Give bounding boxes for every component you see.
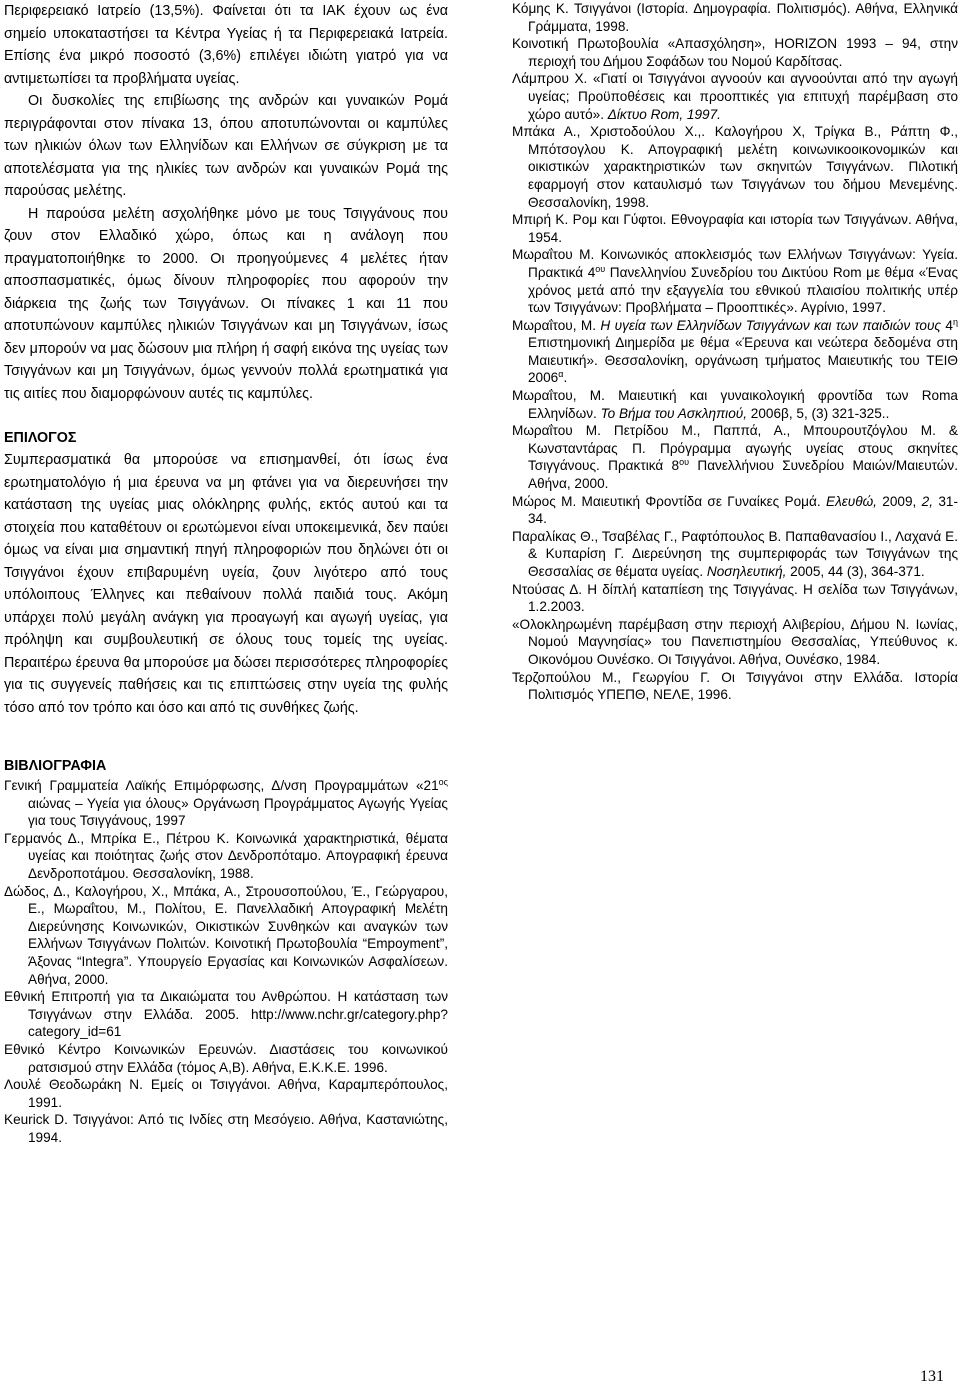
reference-item: Λάμπρου Χ. «Γιατί οι Τσιγγάνοι αγνοούν και αγνοούνται από την αγωγή υγείας; Προϋποθέσεις και προοπτικές για επιτυχή παρέμβαση στο χώρο αυτό». Δίκτυο Rom, 1997. — [512, 71, 958, 122]
paragraph-health-services: Περιφερειακό Ιατρείο (13,5%). Φαίνεται ότι τα ΙΑΚ έχουν ως ένα σημείο υποκαταστήσει τα Κέντρα Υγείας ή τα Περιφερειακά Ιατρεία. Επίσης ένα μικρό ποσοστό (3,6%) επιλέγει ιδιώτη γιατρό για να αντιμετωπίσει τα προβλήματα υγείας. — [4, 3, 448, 87]
reference-item: Γερμανός Δ., Μπρίκα Ε., Πέτρου Κ. Κοινωνικά χαρακτηριστικά, θέματα υγείας και ποιότητας ζωής στον Δενδροπόταμο. Απογραφική έρευνα Δενδροποτάμου. Θεσσαλονίκη, 1988. — [4, 830, 448, 881]
reference-item: Μωραΐτου Μ. Πετρίδου Μ., Παππά, Α., Μπουρουτζόγλου Μ. & Κωνσταντάρας Π. Πρόγραμμα αγωγής υγείας στους σκηνίτες Τσιγγάνους. Πρακτικά $8^{o\upsilon}$ Πανελλήνιου Συνεδρίου Μαιών/Μαιευτών. Αθήνα, 2000. — [512, 423, 958, 492]
reference-item: Τερζοπούλου Μ., Γεωργίου Γ. Οι Τσιγγάνοι στην Ελλάδα. Ιστορία Πολιτισμός ΥΠΕΠΘ, ΝΕΛΕ, 1996. — [512, 669, 958, 703]
reference-item: Δώδος, Δ., Καλογήρου, Χ., Μπάκα, Α., Στρουσοπούλου, Έ., Γεώργαρου, Ε., Μωραΐτου, Μ., Πολίτου, Ε. Πανελλαδική Απογραφική Μελέτη Διερεύνησης Κοινωνικών, Οικιστικών Συνθηκών και αναγκών των Ελλήνων Τσιγγάνων Πολιτών. Κοινοτική Πρωτοβουλία “Empoyment”, Άξονας “Integra”. Υπουργείο Εργασίας και Κοινωνικών Ασφαλίσεων. Αθήνα, 2000. — [4, 883, 448, 987]
reference-item: Μωραΐτου Μ. Κοινωνικός αποκλεισμός των Ελλήνων Τσιγγάνων: Υγεία. Πρακτικά $4^{o\upsilon}$ Πανελληνίου Συνεδρίου του Δικτύου Rom με θέμα «Ένας χρόνος μετά από την εξαγγελία του εθνικού πλαισίου πολιτικής υπέρ των Τσιγγάνων: Προβλήματα – Προοπτικές». Αγρίνιο, 1997. — [512, 247, 958, 316]
reference-item: Μώρος Μ. Μαιευτική Φροντίδα σε Γυναίκες Ρομά. Ελευθώ, 2009, 2, 31-34. — [512, 493, 958, 527]
heading-epilogos: ΕΠΙΛΟΓΟΣ — [4, 430, 77, 446]
reference-item: Εθνικό Κέντρο Κοινωνικών Ερευνών. Διαστάσεις του κοινωνικού ρατσισμού στην Ελλάδα (τόμος Α,Β). Αθήνα, Ε.Κ.Κ.Ε. 1996. — [4, 1041, 448, 1075]
heading-bibliography: ΒΙΒΛΙΟΓΡΑΦΙΑ — [4, 758, 107, 774]
reference-item: Κόμης Κ. Τσιγγάνοι (Ιστορία. Δημογραφία. Πολιτισμός). Αθήνα, Ελληνικά Γράμματα, 1998. — [512, 1, 958, 34]
page-number: 131 — [920, 1368, 944, 1385]
reference-item: Κοινοτική Πρωτοβουλία «Απασχόληση», HORIZON 1993 – 94, στην περιοχή του Δήμου Σοφάδων του Νομού Καρδίτσας. — [512, 36, 958, 69]
reference-item: Λουλέ Θεοδωράκη Ν. Εμείς οι Τσιγγάνοι. Αθήνα, Καραμπερόπουλος, 1991. — [4, 1077, 448, 1110]
reference-item: Μωραΐτου, Μ. Μαιευτική και γυναικολογική φροντίδα των Roma Ελληνίδων. Το Βήμα του Ασκληπιού, 2006β, 5, (3) 321-325.. — [512, 388, 958, 421]
reference-item: Μπάκα Α., Χριστοδούλου Χ.,. Καλογήρου Χ, Τρίγκα Β., Ράπτη Φ., Μπότσογλου Κ. Απογραφική μελέτη κοινωνικοοικονομικών και οικιστικών χαρακτηριστικών των σκηνιτών Τσιγγάνων. Πιλοτική εφαρμογή στον καταυλισμό των Τσιγγάνων του δήμου Μενεμένης. Θεσσαλονίκη, 1998. — [512, 124, 958, 210]
reference-item: Γενική Γραμματεία Λαϊκής Επιμόρφωσης, Δ/νση Προγραμμάτων «$21^{o\varsigma}$ αιώνας – Υγεία για όλους» Οργάνωση Προγράμματος Αγωγής Υγείας για τους Τσιγγάνους, 1997 — [4, 777, 448, 829]
reference-item: Εθνική Επιτροπή για τα Δικαιώματα του Ανθρώπου. Η κατάσταση των Τσιγγάνων στην Ελλάδα. 2005. http://www.nchr.gr/category.php?category_id=61 — [4, 989, 448, 1040]
left-column — [4, 0, 448, 1146]
reference-item: Μπιρή Κ. Ρομ και Γύφτοι. Εθνογραφία και ιστορία των Τσιγγάνων. Αθήνα, 1954. — [512, 212, 958, 245]
right-column — [512, 0, 958, 704]
reference-item: «Ολοκληρωμένη παρέμβαση στην περιοχή Αλιβερίου, Δήμου Ν. Ιωνίας, Νομού Μαγνησίας» του Πανεπιστημίου Θεσσαλίας, Υπεύθυνος κ. Οικονόμου Ουνέσκο. Οι Τσιγγάνοι. Αθήνα, Ουνέσκο, 1984. — [512, 616, 958, 667]
reference-item: Παραλίκας Θ., Τσαβέλας Γ., Ραφτόπουλος Β. Παπαθανασίου Ι., Λαχανά Ε. & Κυπαρίση Γ. Διερεύνηση της συμπεριφοράς των Τσιγγάνων της Θεσσαλίας σε θέματα υγείας. Νοσηλευτική, 2005, 44 (3), 364-371. — [512, 528, 958, 579]
paragraph-survival: Οι δυσκολίες της επιβίωσης της ανδρών και γυναικών Ρομά περιγράφονται στον πίνακα 13, όπου αποτυπώνονται οι καμπύλες των ηλικιών όλων των Ελληνίδων και Ελλήνων σε σύγκριση με τα αποτελέσματα για της ηλικίες των ανδρών και γυναικών Ρομά της παρούσας μελέτης. — [4, 93, 448, 199]
paragraph-conclusion: Συμπερασματικά θα μπορούσε να επισημανθεί, ότι ίσως ένα ερωτηματολόγιο ή μια έρευνα να μη φτάνει για να διερευνήσει την κατάσταση της υγείας μιας ολόκληρης φυλής, εκτός αυτού και τα στοιχεία που καταθέτουν οι ερωτώμενοι είναι υποκειμενικά, δεν παύει όμως να είναι μια σημαντική πηγή πληροφοριών που δηλώνει ότι οι Τσιγγάνοι έχουν επιβαρυμένη υγεία, ζουν λιγότερο από τους υπόλοιπους Έλληνες και πεθαίνουν πολλά παιδιά τους. Ακόμη υπάρχει πολύ μεγάλη ανάγκη για προαγωγή και αγωγή υγείας, για πρόληψη και συμβουλευτική σε όλους τους τομείς της υγείας. Περαιτέρω έρευνα θα μπορούσε μα δώσει περισσότερες πληροφορίες για τις συγγενείς παθήσεις και τις επιπτώσεις στην υγεία της φυλής τόσο από τον τρόπο και όσο και από τις συνθήκες ζωής. — [4, 452, 448, 716]
reference-item: Μωραΐτου, Μ. Η υγεία των Ελληνίδων Τσιγγάνων και των παιδιών τους $4^\eta$ Επιστημονική Διημερίδα με θέμα «Έρευνα και νεώτερα δεδομένα στη Μαιευτική». Θεσσαλονίκη, οργάνωση τμήματος Μαιευτικής του ΤΕΙΘ $2006^\alpha$. — [512, 316, 959, 386]
reference-item: Ντούσας Δ. Η δίπλή καταπίεση της Τσιγγάνας. Η σελίδα των Τσιγγάνων, 1.2.2003. — [512, 581, 958, 615]
paragraph-study-scope: Η παρούσα μελέτη ασχολήθηκε μόνο με τους Τσιγγάνους που ζουν στον Ελλαδικό χώρο, όπως και η ανάλογη που πραγματοποιήθηκε το 2000. Οι προηγούμενες 4 μελέτες ήταν αποσπασματικές, όμως δίνουν πληροφορίες που αφορούν την διάρκεια της ζωής των Τσιγγάνων. Οι πίνακες 1 και 11 που αποτυπώνουν καμπύλες ηλικιών Τσιγγάνων και μη Τσιγγάνων, ίσως δεν μπορούν να μας δώσουν μια πλήρη ή σαφή εικόνα της υγείας των Τσιγγάνων και μη Τσιγγάνων, όμως γεννούν πολλά ερωτηματικά για τις αιτίες που διαμορφώνουν αυτές τις καμπύλες. — [4, 205, 448, 402]
reference-item: Keurick D. Τσιγγάνοι: Από τις Ινδίες στη Μεσόγειο. Αθήνα, Καστανιώτης, 1994. — [4, 1112, 448, 1145]
